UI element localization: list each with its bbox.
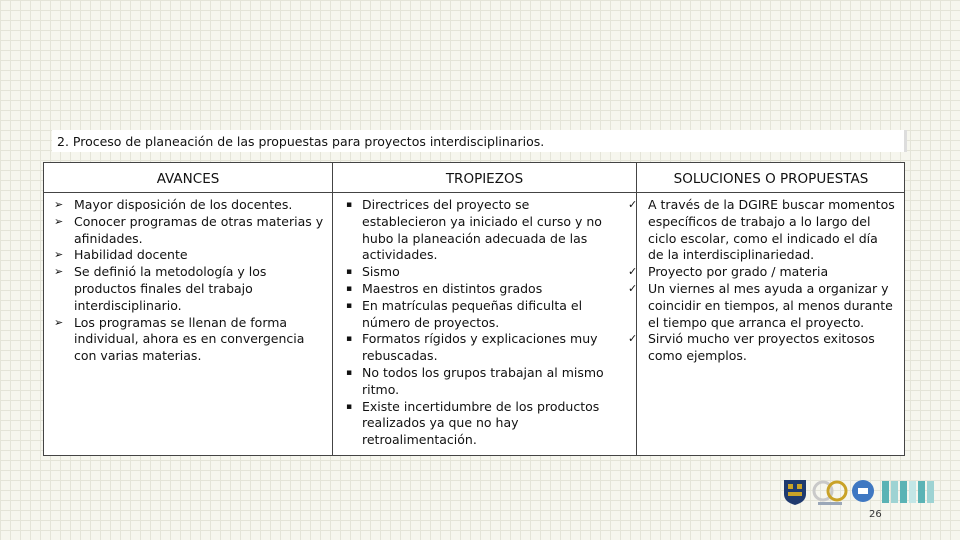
institution-logos: [780, 476, 940, 510]
header-avances: AVANCES: [156, 171, 220, 187]
page-number: 26: [869, 509, 882, 520]
list-item: ▪ Existe incertidumbre de los productos realizados ya que no hay retroalimentación.: [346, 398, 600, 448]
list-item: ✓ Sirvió mucho ver proyectos exitosos como ejemplos.: [628, 331, 875, 364]
list-item: ➢ Conocer programas de otras materias y afinidades.: [54, 213, 324, 246]
list-item: ➢ Mayor disposición de los docentes.: [54, 197, 293, 212]
square-bullet-icon: ▪: [346, 200, 353, 210]
square-bullet-icon: ▪: [346, 283, 353, 294]
summary-table: [43, 162, 905, 456]
square-bullet-icon: ▪: [346, 267, 353, 278]
square-bullet-icon: ▪: [346, 300, 353, 311]
list-item: ▪ No todos los grupos trabajan al mismo ritmo.: [346, 364, 604, 397]
check-bullet-icon: ✓: [628, 265, 638, 279]
header-tropiezos: TROPIEZOS: [445, 171, 524, 187]
soluciones-list: [628, 197, 896, 365]
square-bullet-icon: ▪: [346, 367, 353, 378]
arrow-bullet-icon: ➢: [54, 265, 64, 279]
column-divider: [332, 163, 333, 455]
anniversary-logo-icon: [812, 478, 848, 508]
slide-title-bar: [52, 130, 907, 152]
arrow-bullet-icon: ➢: [54, 248, 64, 262]
tropiezos-list: [342, 197, 606, 449]
unam-shield-icon: [782, 478, 808, 506]
list-item: ▪ Formatos rígidos y explicaciones muy rebuscadas.: [346, 331, 598, 364]
square-bullet-icon: ▪: [346, 334, 353, 345]
list-item: ✓ Un viernes al mes ayuda a organizar y coincidir en tiempos, al menos durante el tiempo que arranca el proyecto.: [628, 280, 893, 330]
header-soluciones: SOLUCIONES O PROPUESTAS: [673, 171, 869, 187]
check-bullet-icon: ✓: [628, 332, 638, 346]
avances-list: [54, 197, 324, 365]
header-divider: [44, 192, 904, 193]
list-item: ✓ A través de la DGIRE buscar momentos específicos de trabajo a lo largo del ciclo escolar, como el indicado el día de la interdisciplinariedad.: [628, 197, 895, 263]
square-bullet-icon: ▪: [346, 401, 353, 412]
slide-title: 2. Proceso de planeación de las propuestas para proyectos interdisciplinarios.: [57, 134, 545, 149]
check-bullet-icon: ✓: [628, 198, 638, 211]
list-item: ▪ En matrículas pequeñas dificulta el número de proyectos.: [346, 297, 583, 330]
list-item: ✓ Proyecto por grado / materia: [628, 264, 829, 280]
list-item: ▪ Directrices del proyecto se establecieron ya iniciado el curso y no hubo la planeación adecuada de las actividades.: [346, 197, 602, 263]
arrow-bullet-icon: ➢: [54, 214, 64, 228]
check-bullet-icon: ✓: [628, 281, 638, 295]
list-item: ▪ Maestros en distintos grados: [346, 280, 543, 296]
arrow-bullet-icon: ➢: [54, 198, 64, 211]
list-item: ➢ Se definió la metodología y los productos finales del trabajo interdisciplinario.: [54, 264, 267, 313]
list-item: ➢ Los programas se llenan de forma individual, ahora es en convergencia con varias materias.: [54, 314, 305, 364]
arrow-bullet-icon: ➢: [54, 315, 64, 329]
mosaic-logo-icon: [880, 478, 936, 506]
list-item: ▪ Sismo: [346, 264, 400, 280]
cch-logo-icon: [850, 478, 876, 506]
list-item: ➢ Habilidad docente: [54, 247, 188, 263]
